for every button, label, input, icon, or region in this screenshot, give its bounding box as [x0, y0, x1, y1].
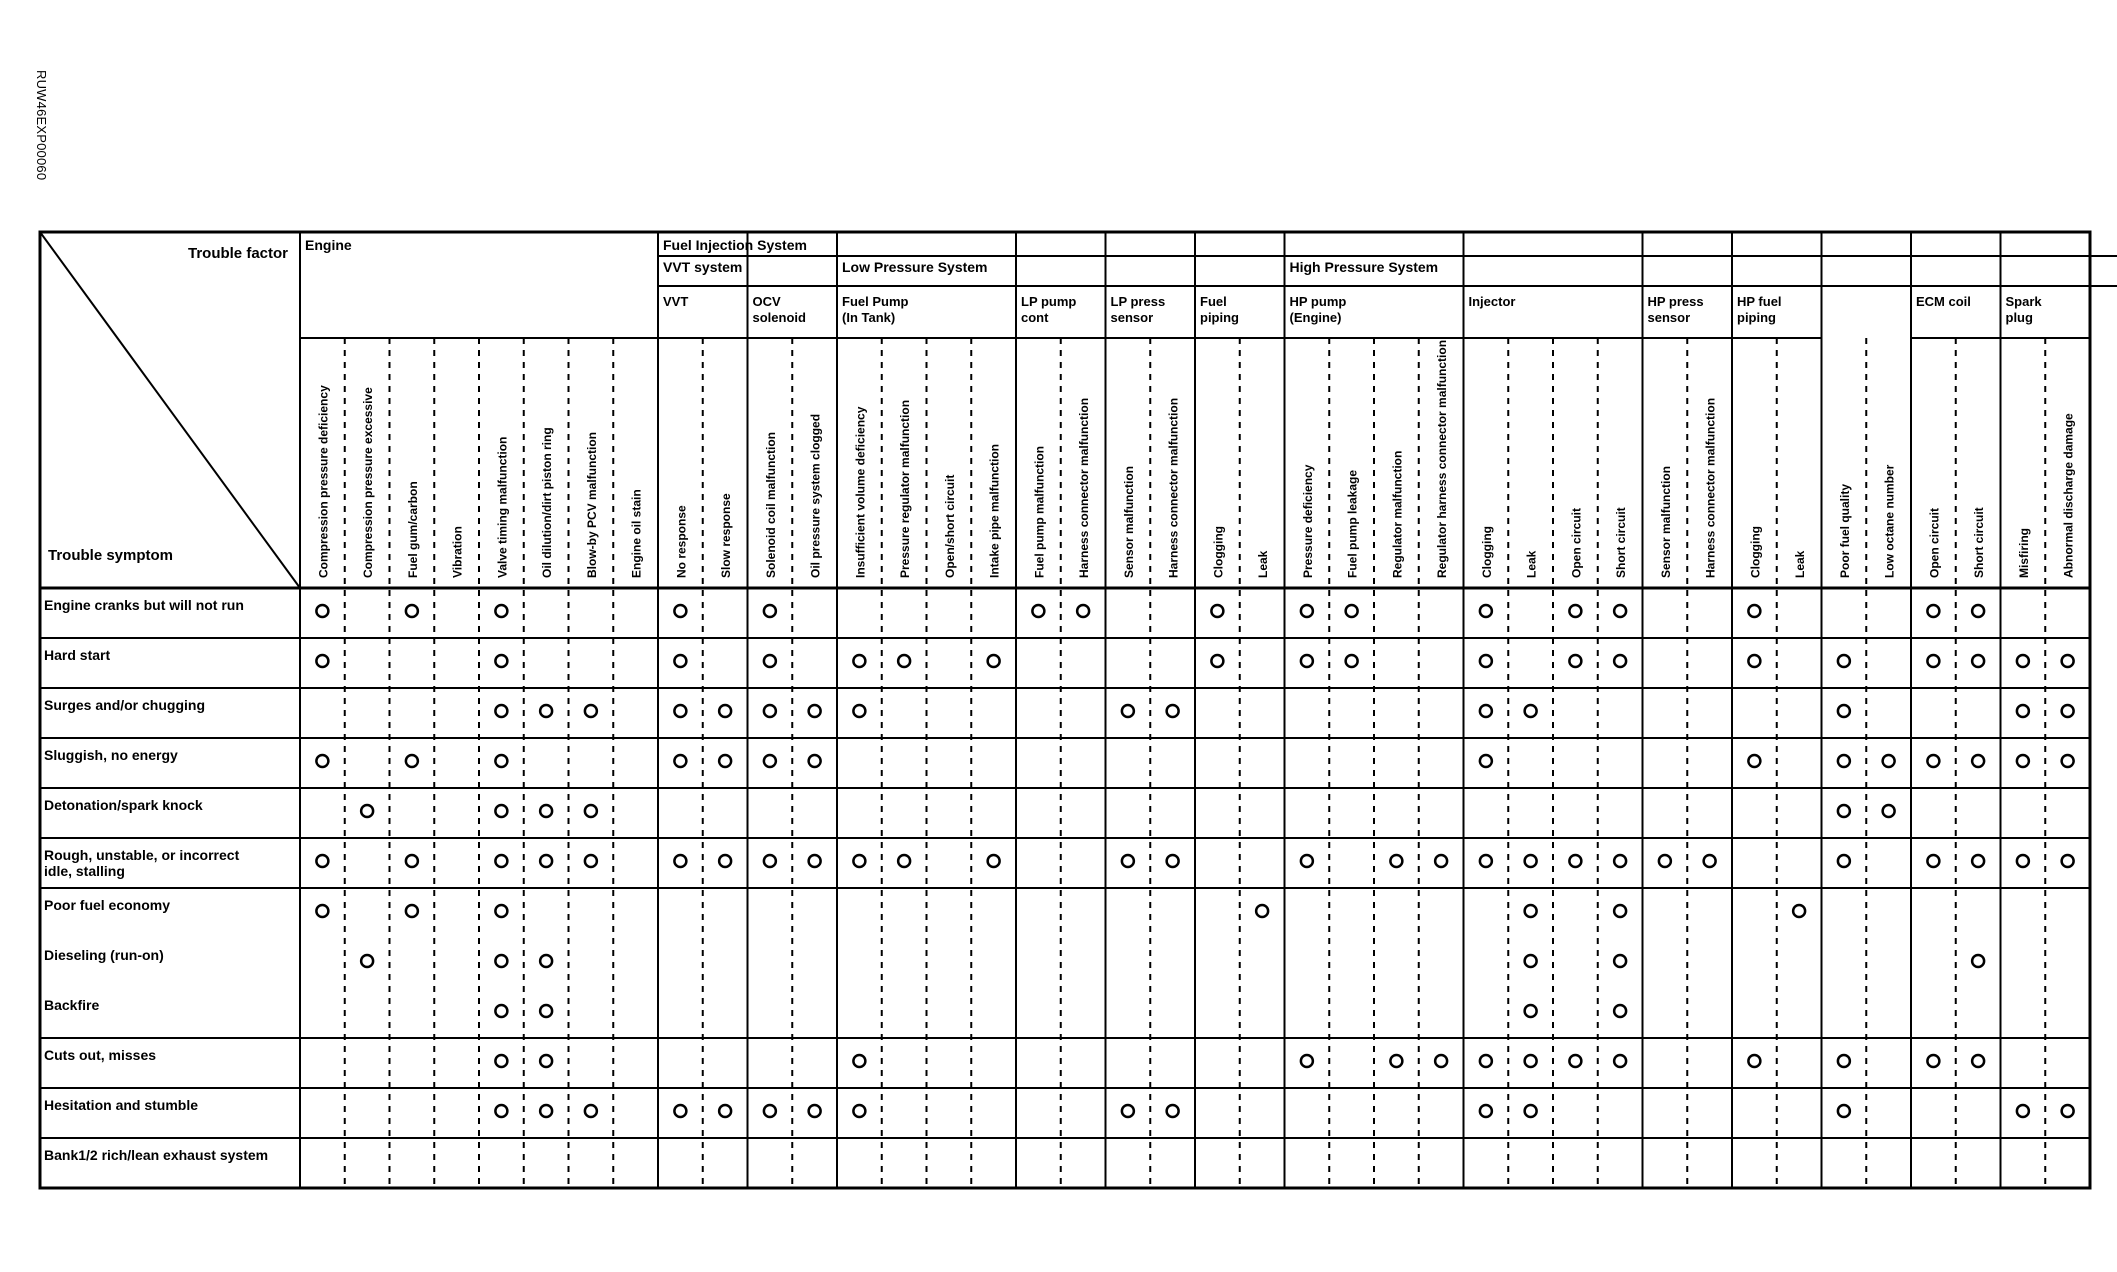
symptom-label: Poor fuel economy	[44, 897, 171, 913]
mark-circle	[1301, 855, 1313, 867]
mark-circle	[674, 655, 686, 667]
table-frame	[40, 232, 2090, 1188]
group-header-l2: High Pressure System	[1289, 259, 1439, 275]
column-header: Open circuit	[1927, 507, 1942, 578]
mark-circle	[1525, 1055, 1537, 1067]
column-header: Leak	[1793, 550, 1808, 578]
symptom-label: Bank1/2 rich/lean exhaust system	[44, 1147, 269, 1163]
mark-circle	[1077, 605, 1089, 617]
mark-circle	[1525, 905, 1537, 917]
mark-circle	[1972, 755, 1984, 767]
column-header: Open circuit	[1569, 507, 1584, 578]
column-header: Engine oil stain	[629, 489, 644, 578]
column-header: Leak	[1524, 550, 1539, 578]
mark-circle	[1614, 1005, 1626, 1017]
column-header: Harness connector malfunction	[1703, 397, 1718, 578]
mark-circle	[1167, 1105, 1179, 1117]
column-header: Oil pressure system clogged	[808, 413, 823, 578]
column-header: Clogging	[1479, 526, 1494, 578]
mark-circle	[1972, 605, 1984, 617]
column-header: Misfiring	[2016, 528, 2031, 578]
mark-circle	[1927, 855, 1939, 867]
mark-circle	[764, 605, 776, 617]
trouble-factor-label: Trouble factor	[187, 245, 288, 262]
mark-circle	[316, 905, 328, 917]
mark-circle	[764, 855, 776, 867]
mark-circle	[495, 755, 507, 767]
mark-circle	[853, 655, 865, 667]
group-header-l3: Spark	[2005, 294, 2042, 309]
column-header: Regulator malfunction	[1390, 450, 1405, 578]
group-header-l3: Fuel	[1200, 294, 1227, 309]
column-header: Valve timing malfunction	[495, 436, 510, 578]
mark-circle	[540, 1055, 552, 1067]
mark-circle	[1793, 905, 1805, 917]
group-header-l3: piping	[1200, 310, 1239, 325]
mark-circle	[809, 1105, 821, 1117]
column-header: Fuel pump malfunction	[1032, 446, 1047, 578]
symptom-label: idle, stalling	[44, 863, 125, 879]
mark-circle	[1211, 605, 1223, 617]
mark-circle	[1838, 805, 1850, 817]
mark-circle	[1032, 605, 1044, 617]
mark-circle	[764, 1105, 776, 1117]
mark-circle	[1838, 655, 1850, 667]
mark-circle	[1748, 655, 1760, 667]
mark-circle	[1614, 655, 1626, 667]
column-header: Short circuit	[1614, 507, 1629, 578]
mark-circle	[1525, 955, 1537, 967]
mark-circle	[1972, 1055, 1984, 1067]
mark-circle	[853, 1105, 865, 1117]
mark-circle	[1972, 855, 1984, 867]
mark-circle	[1480, 705, 1492, 717]
column-header: Low octane number	[1882, 464, 1897, 578]
column-header: Clogging	[1211, 526, 1226, 578]
mark-circle	[2017, 655, 2029, 667]
mark-circle	[809, 705, 821, 717]
mark-circle	[1525, 1005, 1537, 1017]
mark-circle	[1838, 705, 1850, 717]
mark-circle	[719, 705, 731, 717]
mark-circle	[1927, 755, 1939, 767]
symptom-label: Cuts out, misses	[44, 1047, 157, 1063]
group-header-l3: plug	[2005, 310, 2033, 325]
mark-circle	[1480, 855, 1492, 867]
symptom-label: Hesitation and stumble	[44, 1097, 199, 1113]
mark-circle	[406, 755, 418, 767]
symptom-label: Detonation/spark knock	[44, 797, 203, 813]
mark-circle	[540, 955, 552, 967]
group-header-l3: VVT	[663, 294, 689, 309]
mark-circle	[1614, 1055, 1626, 1067]
mark-circle	[1390, 1055, 1402, 1067]
mark-circle	[764, 655, 776, 667]
symptom-label: Sluggish, no energy	[44, 747, 178, 763]
mark-circle	[361, 805, 373, 817]
mark-circle	[1614, 605, 1626, 617]
group-header-l3: (In Tank)	[842, 310, 896, 325]
mark-circle	[1927, 655, 1939, 667]
mark-circle	[2062, 855, 2074, 867]
mark-circle	[1569, 855, 1581, 867]
group-header-l2: VVT system	[663, 259, 743, 275]
symptom-label: Surges and/or chugging	[44, 697, 206, 713]
symptom-label: Engine cranks but will not run	[44, 597, 244, 613]
mark-circle	[1525, 855, 1537, 867]
column-header: Clogging	[1748, 526, 1763, 578]
group-header-l3: HP fuel	[1737, 294, 1782, 309]
column-header: Short circuit	[1972, 507, 1987, 578]
mark-circle	[1972, 655, 1984, 667]
mark-circle	[1480, 1105, 1492, 1117]
mark-circle	[2017, 705, 2029, 717]
mark-circle	[898, 655, 910, 667]
mark-circle	[1569, 655, 1581, 667]
document-id: RUW46EXP00060	[34, 70, 49, 181]
group-header-l3: sensor	[1647, 310, 1691, 325]
mark-circle	[1838, 1105, 1850, 1117]
column-header: Abnormal discharge damage	[2061, 413, 2076, 578]
group-header-l3: OCV	[752, 294, 781, 309]
mark-circle	[1435, 1055, 1447, 1067]
mark-circle	[2062, 705, 2074, 717]
mark-circle	[495, 705, 507, 717]
mark-circle	[1301, 1055, 1313, 1067]
mark-circle	[1301, 605, 1313, 617]
column-header: Blow-by PCV malfunction	[584, 431, 599, 578]
mark-circle	[719, 755, 731, 767]
group-header-l1: Engine	[305, 237, 352, 253]
column-header: Compression pressure deficiency	[316, 385, 331, 578]
mark-circle	[316, 855, 328, 867]
mark-circle	[764, 755, 776, 767]
mark-circle	[495, 1055, 507, 1067]
mark-circle	[495, 1005, 507, 1017]
group-header-l3: piping	[1737, 310, 1776, 325]
mark-circle	[1838, 755, 1850, 767]
mark-circle	[988, 855, 1000, 867]
symptom-label: Rough, unstable, or incorrect	[44, 847, 240, 863]
mark-circle	[1569, 605, 1581, 617]
column-header: Regulator harness connector malfunction	[1435, 339, 1450, 578]
mark-circle	[495, 805, 507, 817]
mark-circle	[1525, 705, 1537, 717]
mark-circle	[674, 605, 686, 617]
column-header: Fuel gum/carbon	[405, 481, 420, 578]
mark-circle	[495, 955, 507, 967]
mark-circle	[540, 805, 552, 817]
mark-circle	[1883, 805, 1895, 817]
column-header: Vibration	[450, 526, 465, 578]
group-header-l3: HP press	[1647, 294, 1704, 309]
column-header: Slow response	[719, 493, 734, 578]
mark-circle	[1614, 855, 1626, 867]
mark-circle	[2062, 1105, 2074, 1117]
column-header: Leak	[1256, 550, 1271, 578]
mark-circle	[2017, 855, 2029, 867]
group-header-l3: cont	[1021, 310, 1049, 325]
column-header: Compression pressure excessive	[361, 387, 376, 578]
mark-circle	[719, 1105, 731, 1117]
group-header-l2: Low Pressure System	[842, 259, 988, 275]
mark-circle	[1704, 855, 1716, 867]
mark-circle	[1480, 605, 1492, 617]
mark-circle	[1211, 655, 1223, 667]
mark-circle	[406, 905, 418, 917]
mark-circle	[1480, 655, 1492, 667]
mark-circle	[1838, 1055, 1850, 1067]
mark-circle	[2062, 755, 2074, 767]
mark-circle	[2017, 1105, 2029, 1117]
symptom-label: Dieseling (run-on)	[44, 947, 164, 963]
mark-circle	[1614, 955, 1626, 967]
mark-circle	[495, 655, 507, 667]
mark-circle	[316, 655, 328, 667]
mark-circle	[2017, 755, 2029, 767]
mark-circle	[1927, 605, 1939, 617]
mark-circle	[853, 705, 865, 717]
mark-circle	[853, 1055, 865, 1067]
mark-circle	[495, 905, 507, 917]
column-header: Intake pipe malfunction	[987, 443, 1002, 578]
mark-circle	[1122, 855, 1134, 867]
mark-circle	[2062, 655, 2074, 667]
column-header: Pressure regulator malfunction	[898, 399, 913, 578]
group-header-l3: LP press	[1110, 294, 1166, 309]
mark-circle	[674, 755, 686, 767]
mark-circle	[1927, 1055, 1939, 1067]
column-header: Sensor malfunction	[1121, 465, 1136, 578]
mark-circle	[853, 855, 865, 867]
mark-circle	[674, 705, 686, 717]
group-header-l3: sensor	[1110, 310, 1154, 325]
mark-circle	[1346, 655, 1358, 667]
mark-circle	[1838, 855, 1850, 867]
column-header: Sensor malfunction	[1658, 465, 1673, 578]
mark-circle	[1614, 905, 1626, 917]
mark-circle	[495, 1105, 507, 1117]
group-header-l1: Fuel Injection System	[663, 237, 807, 253]
mark-circle	[585, 1105, 597, 1117]
mark-circle	[495, 855, 507, 867]
mark-circle	[1480, 1055, 1492, 1067]
mark-circle	[1748, 755, 1760, 767]
mark-circle	[540, 705, 552, 717]
group-header-l3: Injector	[1468, 294, 1516, 309]
mark-circle	[1122, 705, 1134, 717]
symptom-label: Hard start	[44, 647, 111, 663]
mark-circle	[1525, 1105, 1537, 1117]
mark-circle	[1122, 1105, 1134, 1117]
mark-circle	[898, 855, 910, 867]
header-diagonal	[40, 232, 300, 588]
mark-circle	[361, 955, 373, 967]
mark-circle	[1569, 1055, 1581, 1067]
mark-circle	[809, 755, 821, 767]
mark-circle	[1390, 855, 1402, 867]
mark-circle	[1301, 655, 1313, 667]
column-header: Oil dilution/dirt piston ring	[540, 427, 555, 578]
mark-circle	[585, 805, 597, 817]
mark-circle	[1480, 755, 1492, 767]
group-header-l3: LP pump	[1021, 294, 1077, 309]
group-header-l3: ECM coil	[1916, 294, 1971, 309]
symptom-label: Backfire	[44, 997, 100, 1013]
mark-circle	[1435, 855, 1447, 867]
column-header: Pressure deficiency	[1300, 464, 1315, 578]
mark-circle	[585, 855, 597, 867]
column-header: Poor fuel quality	[1837, 483, 1852, 578]
mark-circle	[764, 705, 776, 717]
column-header: Harness connector malfunction	[1077, 397, 1092, 578]
trouble-symptom-label: Trouble symptom	[48, 547, 174, 564]
mark-circle	[316, 605, 328, 617]
mark-circle	[1659, 855, 1671, 867]
mark-circle	[809, 855, 821, 867]
mark-circle	[1972, 955, 1984, 967]
group-header-l3: solenoid	[752, 310, 806, 325]
column-header: Insufficient volume deficiency	[853, 406, 868, 578]
column-header: Solenoid coil malfunction	[763, 431, 778, 578]
mark-circle	[495, 605, 507, 617]
mark-circle	[1748, 605, 1760, 617]
mark-circle	[1167, 855, 1179, 867]
mark-circle	[540, 1005, 552, 1017]
mark-circle	[674, 855, 686, 867]
mark-circle	[1346, 605, 1358, 617]
mark-circle	[719, 855, 731, 867]
column-header: Harness connector malfunction	[1166, 397, 1181, 578]
mark-circle	[674, 1105, 686, 1117]
mark-circle	[540, 1105, 552, 1117]
column-header: No response	[674, 505, 689, 578]
group-header-l3: HP pump	[1289, 294, 1347, 309]
mark-circle	[406, 605, 418, 617]
mark-circle	[1883, 755, 1895, 767]
mark-circle	[988, 655, 1000, 667]
group-header-l3: (Engine)	[1289, 310, 1342, 325]
mark-circle	[316, 755, 328, 767]
mark-circle	[540, 855, 552, 867]
mark-circle	[1256, 905, 1268, 917]
column-header: Open/short circuit	[942, 474, 957, 578]
group-header-l3: Fuel Pump	[842, 294, 909, 309]
mark-circle	[1748, 1055, 1760, 1067]
mark-circle	[1167, 705, 1179, 717]
column-header: Fuel pump leakage	[1345, 469, 1360, 578]
mark-circle	[585, 705, 597, 717]
mark-circle	[406, 855, 418, 867]
